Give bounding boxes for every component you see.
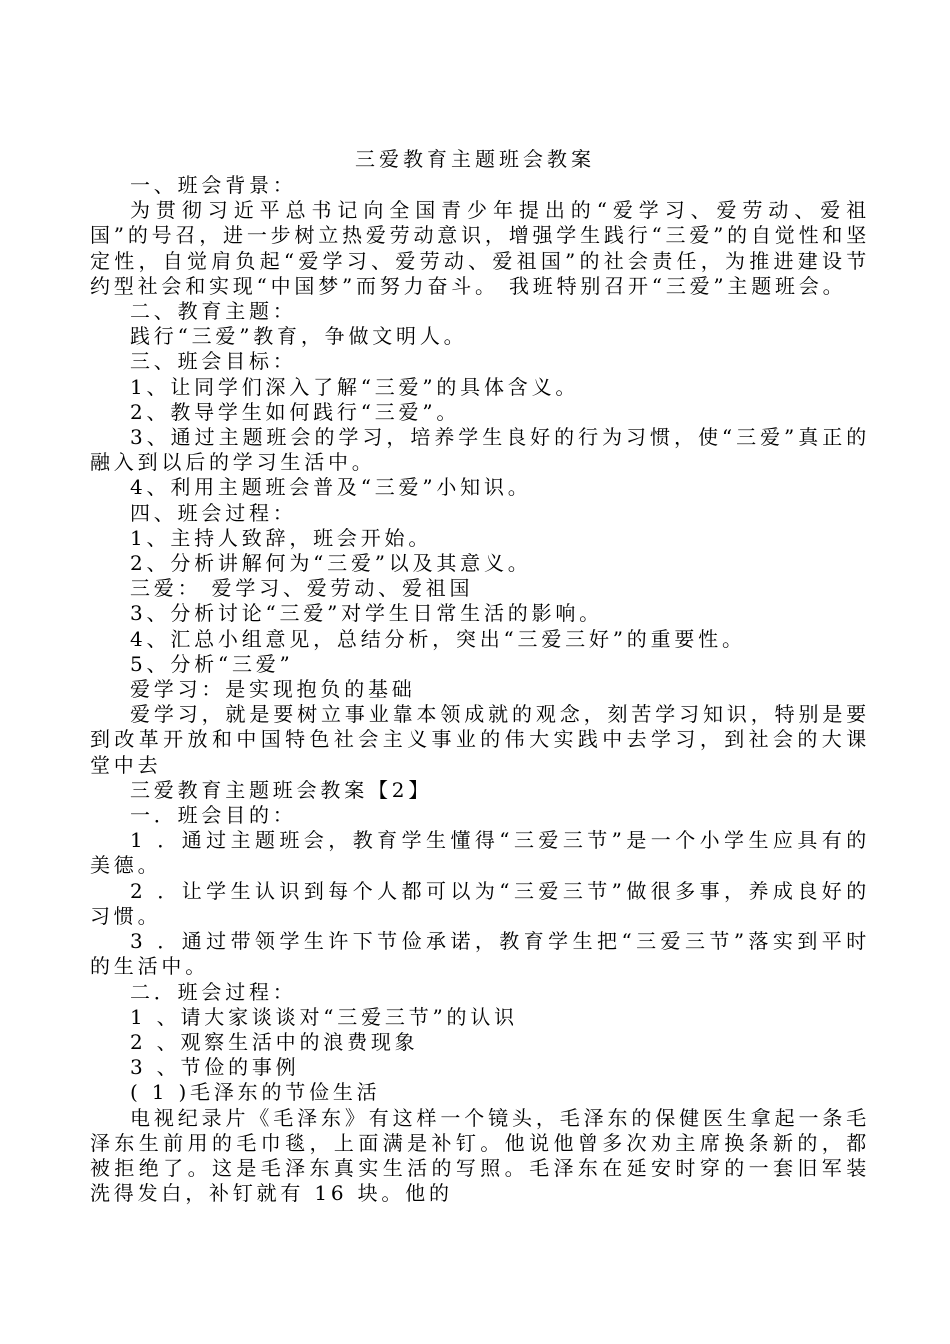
paragraph: 电视纪录片《毛泽东》有这样一个镜头，毛泽东的保健医生拿起一条毛泽东生前用的毛巾毯，上面满是补钉。他说他曾多次劝主席换条新的，都被拒绝了。这是毛泽东真实生活的写照。毛泽东在延安时穿的一套旧军装洗得发白，补钉就有 16 块。他的 <box>90 1105 870 1206</box>
list-item: 1 ．通过主题班会，教育学生懂得“三爱三节”是一个小学生应具有的美德。 <box>90 828 870 878</box>
paragraph: 为贯彻习近平总书记向全国青少年提出的“爱学习、爱劳动、爱祖国”的号召，进一步树立热爱劳动意识，增强学生践行“三爱”的自觉性和坚定性，自觉肩负起“爱学习、爱劳动、爱祖国”的社会责任，为推进建设节约型社会和实现“中国梦”而努力奋斗。 我班特别召开“三爱”主题班会。 <box>90 198 870 298</box>
list-item: 3 ．通过带领学生许下节俭承诺，教育学生把“三爱三节”落实到平时的生活中。 <box>90 929 870 979</box>
list-item: 2、分析讲解何为“三爱”以及其意义。 <box>130 551 532 576</box>
list-item: 4、汇总小组意见，总结分析，突出“三爱三好”的重要性。 <box>130 626 746 651</box>
section-heading: 二．班会过程： <box>130 979 297 1004</box>
section-heading: 三、班会目标： <box>130 349 297 374</box>
document-body <box>90 173 870 1206</box>
list-item: 4、利用主题班会普及“三爱”小知识。 <box>130 475 532 500</box>
list-item: 3、通过主题班会的学习，培养学生良好的行为习惯，使“三爱”真正的融入到以后的学习生活中。 <box>90 425 870 475</box>
list-item: 2 、观察生活中的浪费现象 <box>130 1029 419 1054</box>
paragraph: 爱学习，就是要树立事业靠本领成就的观念，刻苦学习知识，特别是要到改革开放和中国特色社会主义事业的伟大实践中去学习，到社会的大课堂中去 <box>90 702 870 777</box>
section-heading: 一、班会背景： <box>130 173 297 197</box>
list-item: 1 、请大家谈谈对“三爱三节”的认识 <box>130 1004 518 1029</box>
section-heading: 三爱教育主题班会教案【2】 <box>130 777 433 802</box>
section-heading: 二、教育主题： <box>130 299 297 324</box>
paragraph: 践行“三爱”教育，争做文明人。 <box>130 324 468 349</box>
paragraph: 三爱： 爱学习、爱劳动、爱祖国 <box>130 576 474 601</box>
list-item: 2 ．让学生认识到每个人都可以为“三爱三节”做很多事，养成良好的习惯。 <box>90 878 870 928</box>
document-title: 三爱教育主题班会教案 <box>355 147 595 171</box>
list-item: 2、教导学生如何践行“三爱”。 <box>130 399 461 424</box>
list-item: 3、分析讨论“三爱”对学生日常生活的影响。 <box>130 601 603 626</box>
section-heading: 四、班会过程： <box>130 500 297 525</box>
section-heading: 一．班会目的： <box>130 803 297 828</box>
list-item: 3 、节俭的事例 <box>130 1055 300 1080</box>
list-item: 5、分析“三爱” <box>130 651 294 676</box>
list-item: 1、主持人致辞，班会开始。 <box>130 525 433 550</box>
list-item: ( 1 )毛泽东的节俭生活 <box>130 1080 381 1105</box>
paragraph: 爱学习：是实现抱负的基础 <box>130 677 416 702</box>
list-item: 1、让同学们深入了解“三爱”的具体含义。 <box>130 374 580 399</box>
